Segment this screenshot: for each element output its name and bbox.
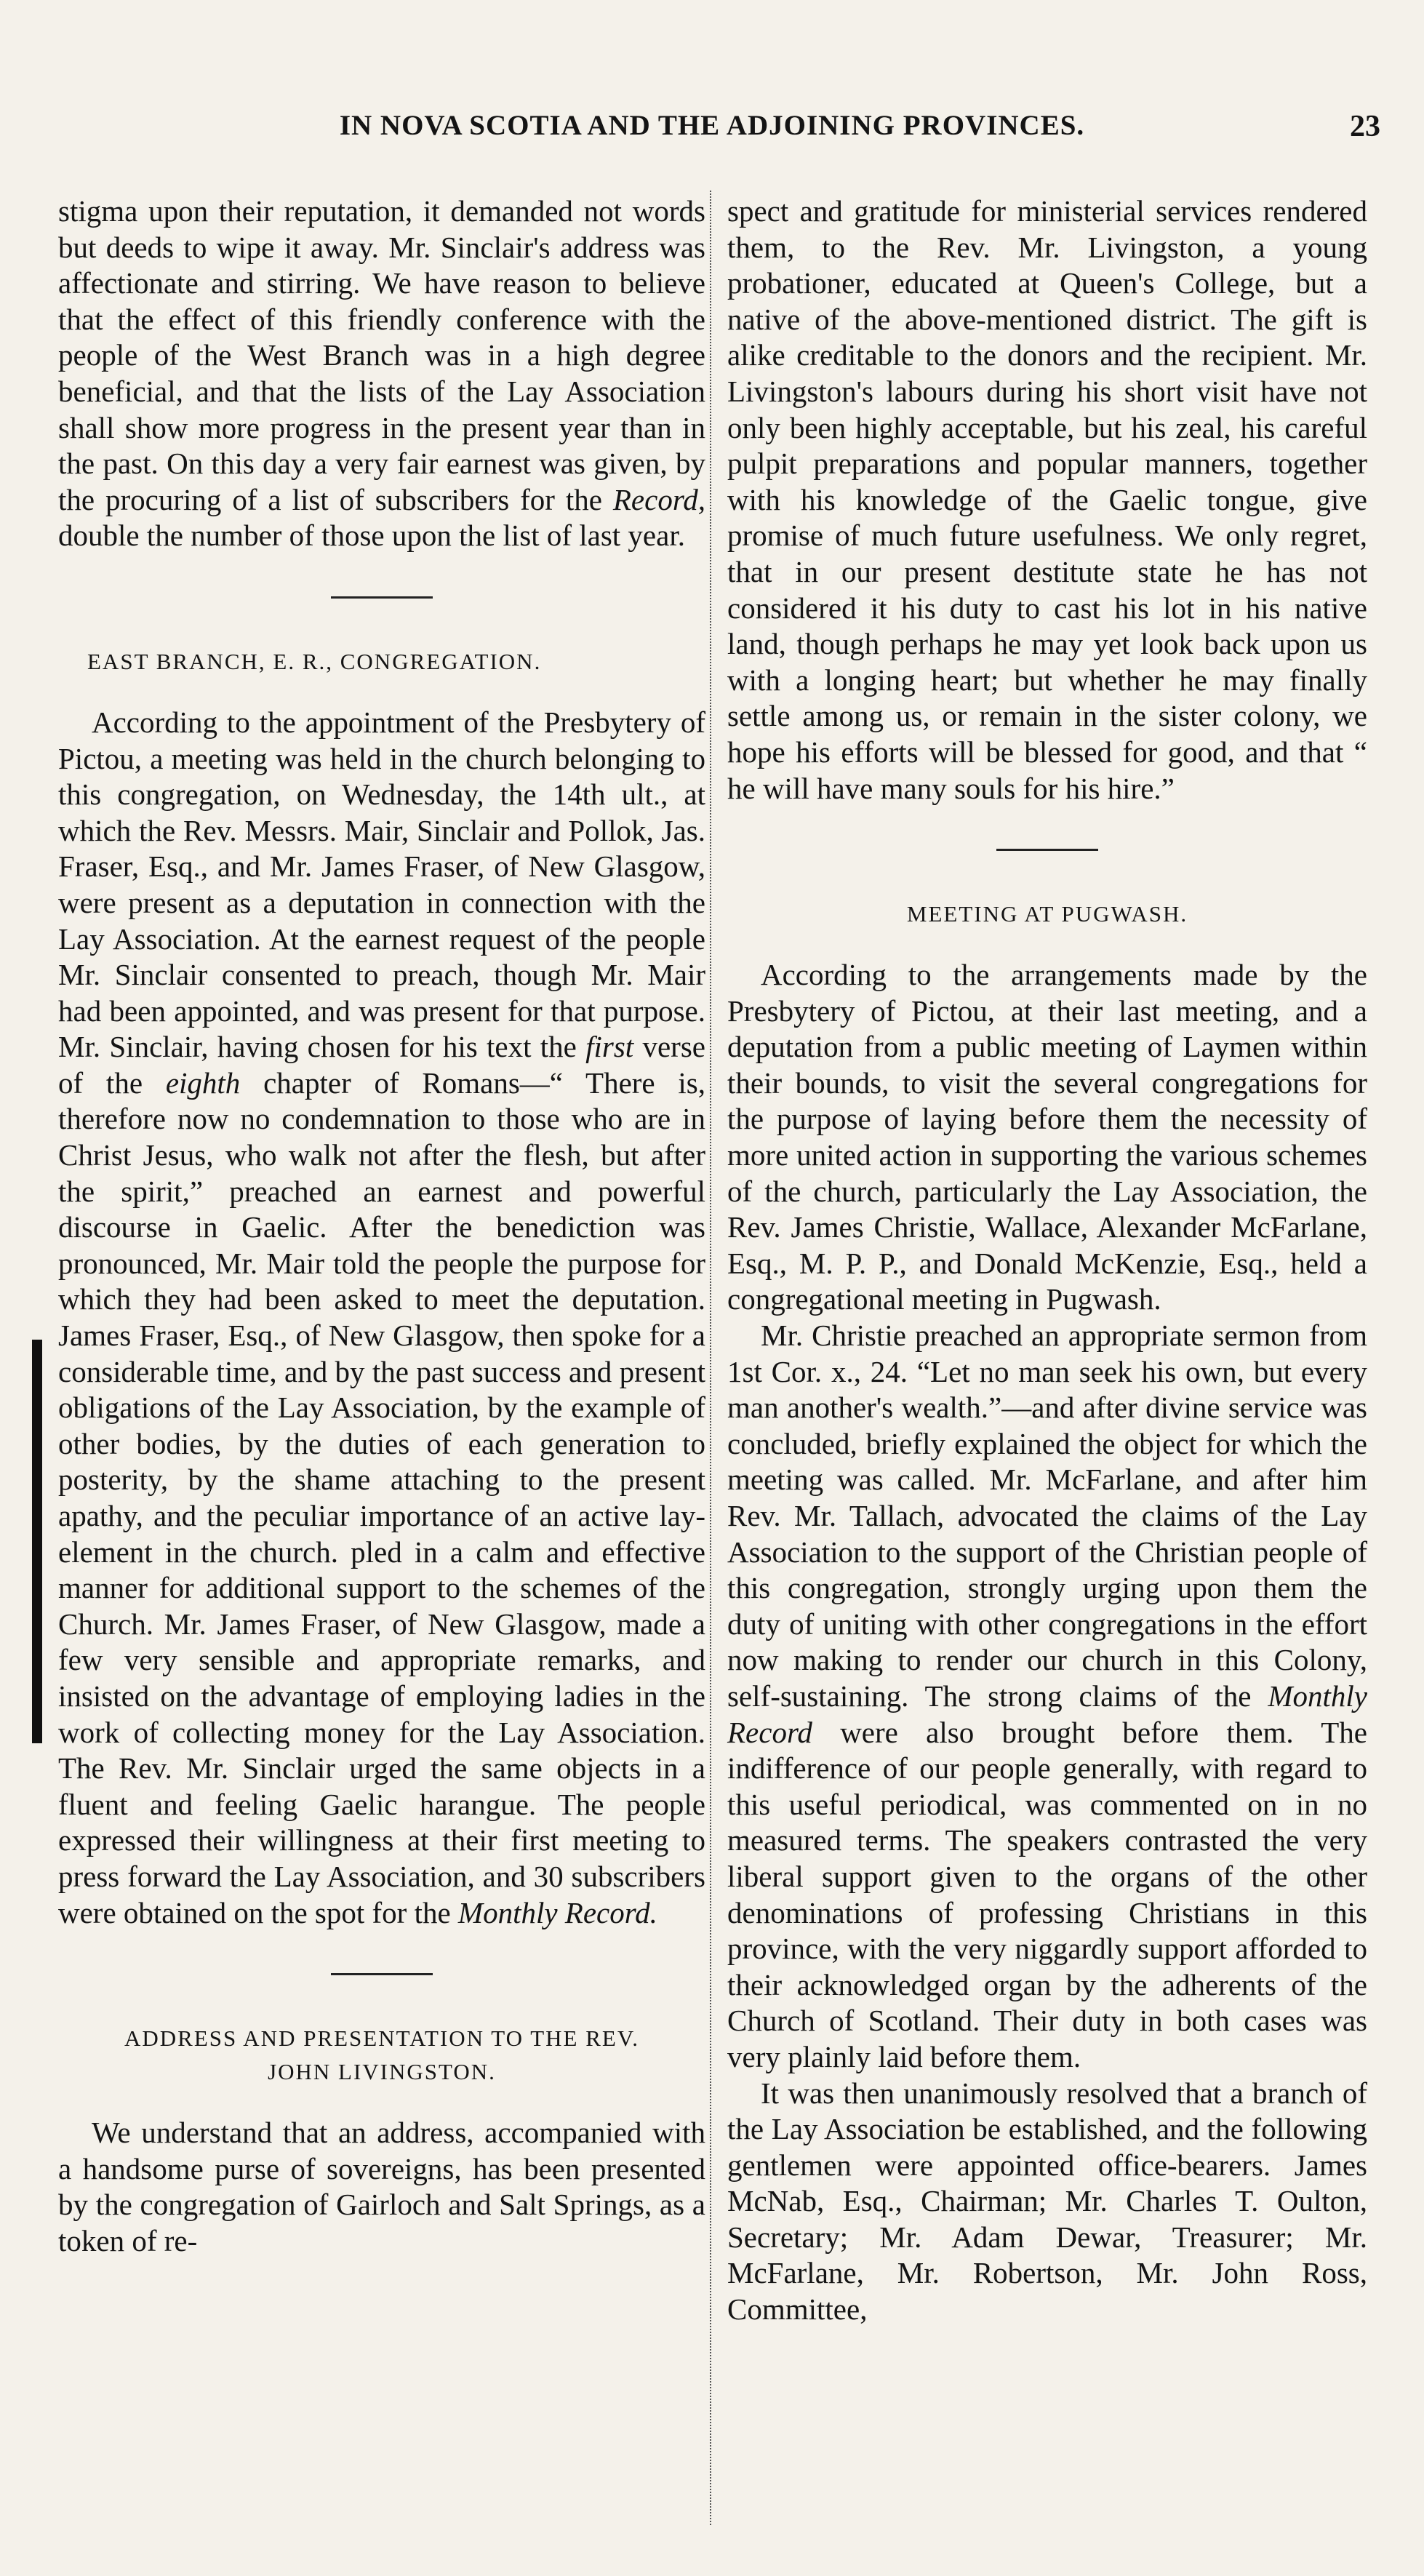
margin-mark (32, 1340, 42, 1743)
running-head (44, 109, 1380, 153)
page-number: 23 (1350, 110, 1380, 143)
paragraph-livingston: spect and gratitude for ministerial services rendered them, to the Rev. Mr. Livingston, a young probationer, educated at Queen's College, but a native of the above-mentioned district. The gift is alike creditable to the donors and the recipient. Mr. Livingston's labours during his short visit have not only been highly acceptable, but his zeal, his careful pulpit preparations and popular manners, together with his knowledge of the Gaelic tongue, give promise of much future usefulness. We only regret, that in our present destitute state he has not considered it his duty to cast his lot in his native land, though perhaps he may yet look back upon us with a longing heart; but whether he may finally settle among us, or remain in the sister colony, we hope his efforts will be blessed for good, and that “ he will have many souls for his hire.” (727, 194, 1367, 805)
running-head-title: IN NOVA SCOTIA AND THE ADJOINING PROVINCES. (339, 110, 1085, 141)
paragraph-address: We understand that an address, accompanied with a handsome purse of sovereigns, has been presented by the congregation of Gairloch and Salt Springs, as a token of re- (58, 2116, 705, 2257)
paragraph-pugwash-3: It was then unanimously resolved that a branch of the Lay Association be established, and the following gentlemen were appointed office-bearers. James McNab, Esq., Chairman; Mr. Charles T. Oulton, Secretary; Mr. Adam Dewar, Treasurer; Mr. McFarlane, Mr. Robertson, Mr. John Ross, Committee, (727, 2076, 1367, 2327)
heading-address-presentation: ADDRESS AND PRESENTATION TO THE REV. JOHN LIVINGSTON. (124, 2025, 639, 2085)
heading-east-branch: EAST BRANCH, E. R., CONGREGATION. (87, 648, 542, 674)
section-rule (996, 849, 1098, 851)
right-column (727, 193, 1367, 2328)
paragraph-pugwash-1: According to the arrangements made by the Presbytery of Pictou, at their last meeting, and a deputation from a public meeting of Laymen within their bounds, to visit the several congregations for the purpose of laying before them the necessity of more united action in supporting the various schemes of the church, particularly the Lay Association, the Rev. James Christie, Wallace, Alexander McFarlane, Esq., M. P. P., and Donald McKenzie, Esq., held a congregational meeting in Pugwash. (727, 958, 1367, 1316)
paragraph-east-branch: According to the appointment of the Presbytery of Pictou, a meeting was held in the church belonging to this congregation, on Wednesday, the 14th ult., at which the Rev. Messrs. Mair, Sinclair and Pollok, Jas. Fraser, Esq., and Mr. James Fraser, of New Glasgow, were present as a deputation in connection with the Lay Association. At the earnest request of the people Mr. Sinclair consented to preach, though Mr. Mair had been appointed, and was present for that purpose. Mr. Sinclair, having chosen for his text the first verse of the eighth chapter of Romans—“ There is, therefore now no condemnation to those who are in Christ Jesus, who walk not after the flesh, but after the spirit,” preached an earnest and powerful discourse in Gaelic. After the benediction was pronounced, Mr. Mair told the people the purpose for which they had been asked to meet the deputation. James Fraser, Esq., of New Glasgow, then spoke for a considerable time, and by the past success and present obligations of the Lay Association, by the example of other bodies, by the duties of each generation to posterity, by the shame attaching to the present apathy, and the peculiar importance of an active lay-element in the church. pled in a calm and effective manner for additional support to the schemes of the Church. Mr. James Fraser, of New Glasgow, made a few very sensible and appropriate remarks, and insisted on the advantage of employing ladies in the work of collecting money for the Lay Association. The Rev. Mr. Sinclair urged the same objects in a fluent and feeling Gaelic harangue. The people expressed their willingness at their first meeting to press forward the Lay Association, and 30 subscribers were obtained on the spot for the Monthly Record. (58, 705, 706, 1929)
column-divider (710, 191, 711, 2525)
section-rule (331, 596, 433, 599)
section-rule (331, 1973, 433, 1975)
heading-pugwash: MEETING AT PUGWASH. (906, 901, 1188, 927)
paragraph-west-branch-end: stigma upon their reputation, it demanded not words but deeds to wipe it away. Mr. Sinclair's address was affectionate and stirring. We have reason to believe that the effect of this friendly conference with the people of the West Branch was in a high degree beneficial, and that the lists of the Lay Association shall show more progress in the present year than in the past. On this day a very fair earnest was given, by the procuring of a list of subscribers for the Record, double the number of those upon the list of last year. (58, 194, 705, 553)
paragraph-pugwash-2: Mr. Christie preached an appropriate sermon from 1st Cor. x., 24. “Let no man seek his own, but every man another's wealth.”—and after divine service was concluded, briefly explained the object for which the meeting was called. Mr. McFarlane, and after him Rev. Mr. Tallach, advocated the claims of the Lay Association to the support of the Christian people of this congregation, strongly urging upon them the duty of uniting with other congregations in the effort now making to render our church in this Colony, self-sustaining. The strong claims of the Monthly Record were also brought before them. The indifference of our people generally, with regard to this useful periodical, was commented on in no measured terms. The speakers contrasted the very liberal support given to the organs of the other denominations of professing Christians in this province, with the very niggardly support afforded to their acknowledged organ by the adherents of the Church of Scotland. Their duty in both cases was very plainly laid before them. (727, 1319, 1368, 2073)
left-column (58, 193, 705, 2260)
